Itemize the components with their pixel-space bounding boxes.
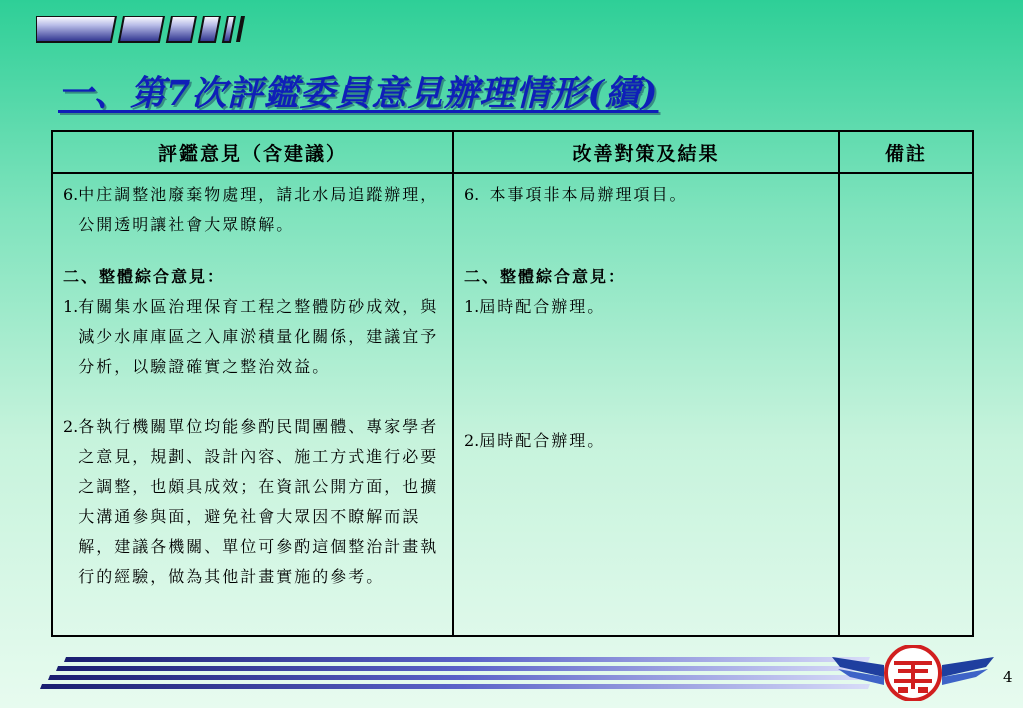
remarks-cell bbox=[839, 173, 973, 636]
item-number: 6. bbox=[63, 185, 79, 204]
opinion-cell bbox=[52, 173, 453, 636]
item-number: 6. bbox=[464, 185, 490, 204]
opinion-item-2 bbox=[63, 412, 442, 592]
footer-stripes-decoration bbox=[40, 657, 880, 693]
item-text: 屆時配合辦理。 bbox=[479, 297, 606, 316]
item-number: 1. bbox=[464, 297, 480, 316]
item-text: 各執行機關單位均能參酌民間團體、專家學者之意見，規劃、設計內容、施工方式進行必要之調整，也頗具成效；在資訊公開方面，也擴大溝通參與面，避免社會大眾因不瞭解而誤解，建議各機關、單位可參酌這個整治計畫執行的經驗，做為其他計畫實施的參考。 bbox=[78, 417, 439, 586]
header-review-opinion: 評鑑意見（含建議） bbox=[52, 131, 453, 173]
result-item-1 bbox=[464, 292, 828, 322]
header-remarks: 備註 bbox=[839, 131, 973, 173]
result-cell bbox=[453, 173, 839, 636]
item-text: 屆時配合辦理。 bbox=[479, 431, 606, 450]
section-heading: 二、整體綜合意見： bbox=[464, 267, 627, 286]
page-number: 4 bbox=[1003, 668, 1013, 686]
item-text: 本事項非本局辦理項目。 bbox=[489, 185, 688, 204]
agency-logo-icon bbox=[832, 645, 994, 701]
header-stripes-decoration bbox=[36, 16, 246, 46]
header-improvement-result: 改善對策及結果 bbox=[453, 131, 839, 173]
result-item-6 bbox=[464, 180, 828, 210]
opinion-item-6 bbox=[63, 180, 442, 240]
item-number: 1. bbox=[63, 297, 79, 316]
table-header-row bbox=[52, 131, 973, 173]
item-number: 2. bbox=[464, 431, 480, 450]
table-row bbox=[52, 173, 973, 636]
slide-title: 一、第7次評鑑委員意見辦理情形(續) bbox=[58, 73, 659, 114]
opinion-table bbox=[51, 130, 974, 637]
result-item-2 bbox=[464, 426, 828, 456]
item-text: 有關集水區治理保育工程之整體防砂成效，與減少水庫庫區之入庫淤積量化關係，建議宜予分析，以驗證確實之整治效益。 bbox=[78, 297, 439, 376]
item-text: 中庄調整池廢棄物處理，請北水局追蹤辦理，公開透明讓社會大眾瞭解。 bbox=[78, 185, 439, 234]
item-number: 2. bbox=[63, 417, 79, 436]
opinion-item-1 bbox=[63, 292, 442, 382]
section-heading: 二、整體綜合意見： bbox=[63, 267, 226, 286]
